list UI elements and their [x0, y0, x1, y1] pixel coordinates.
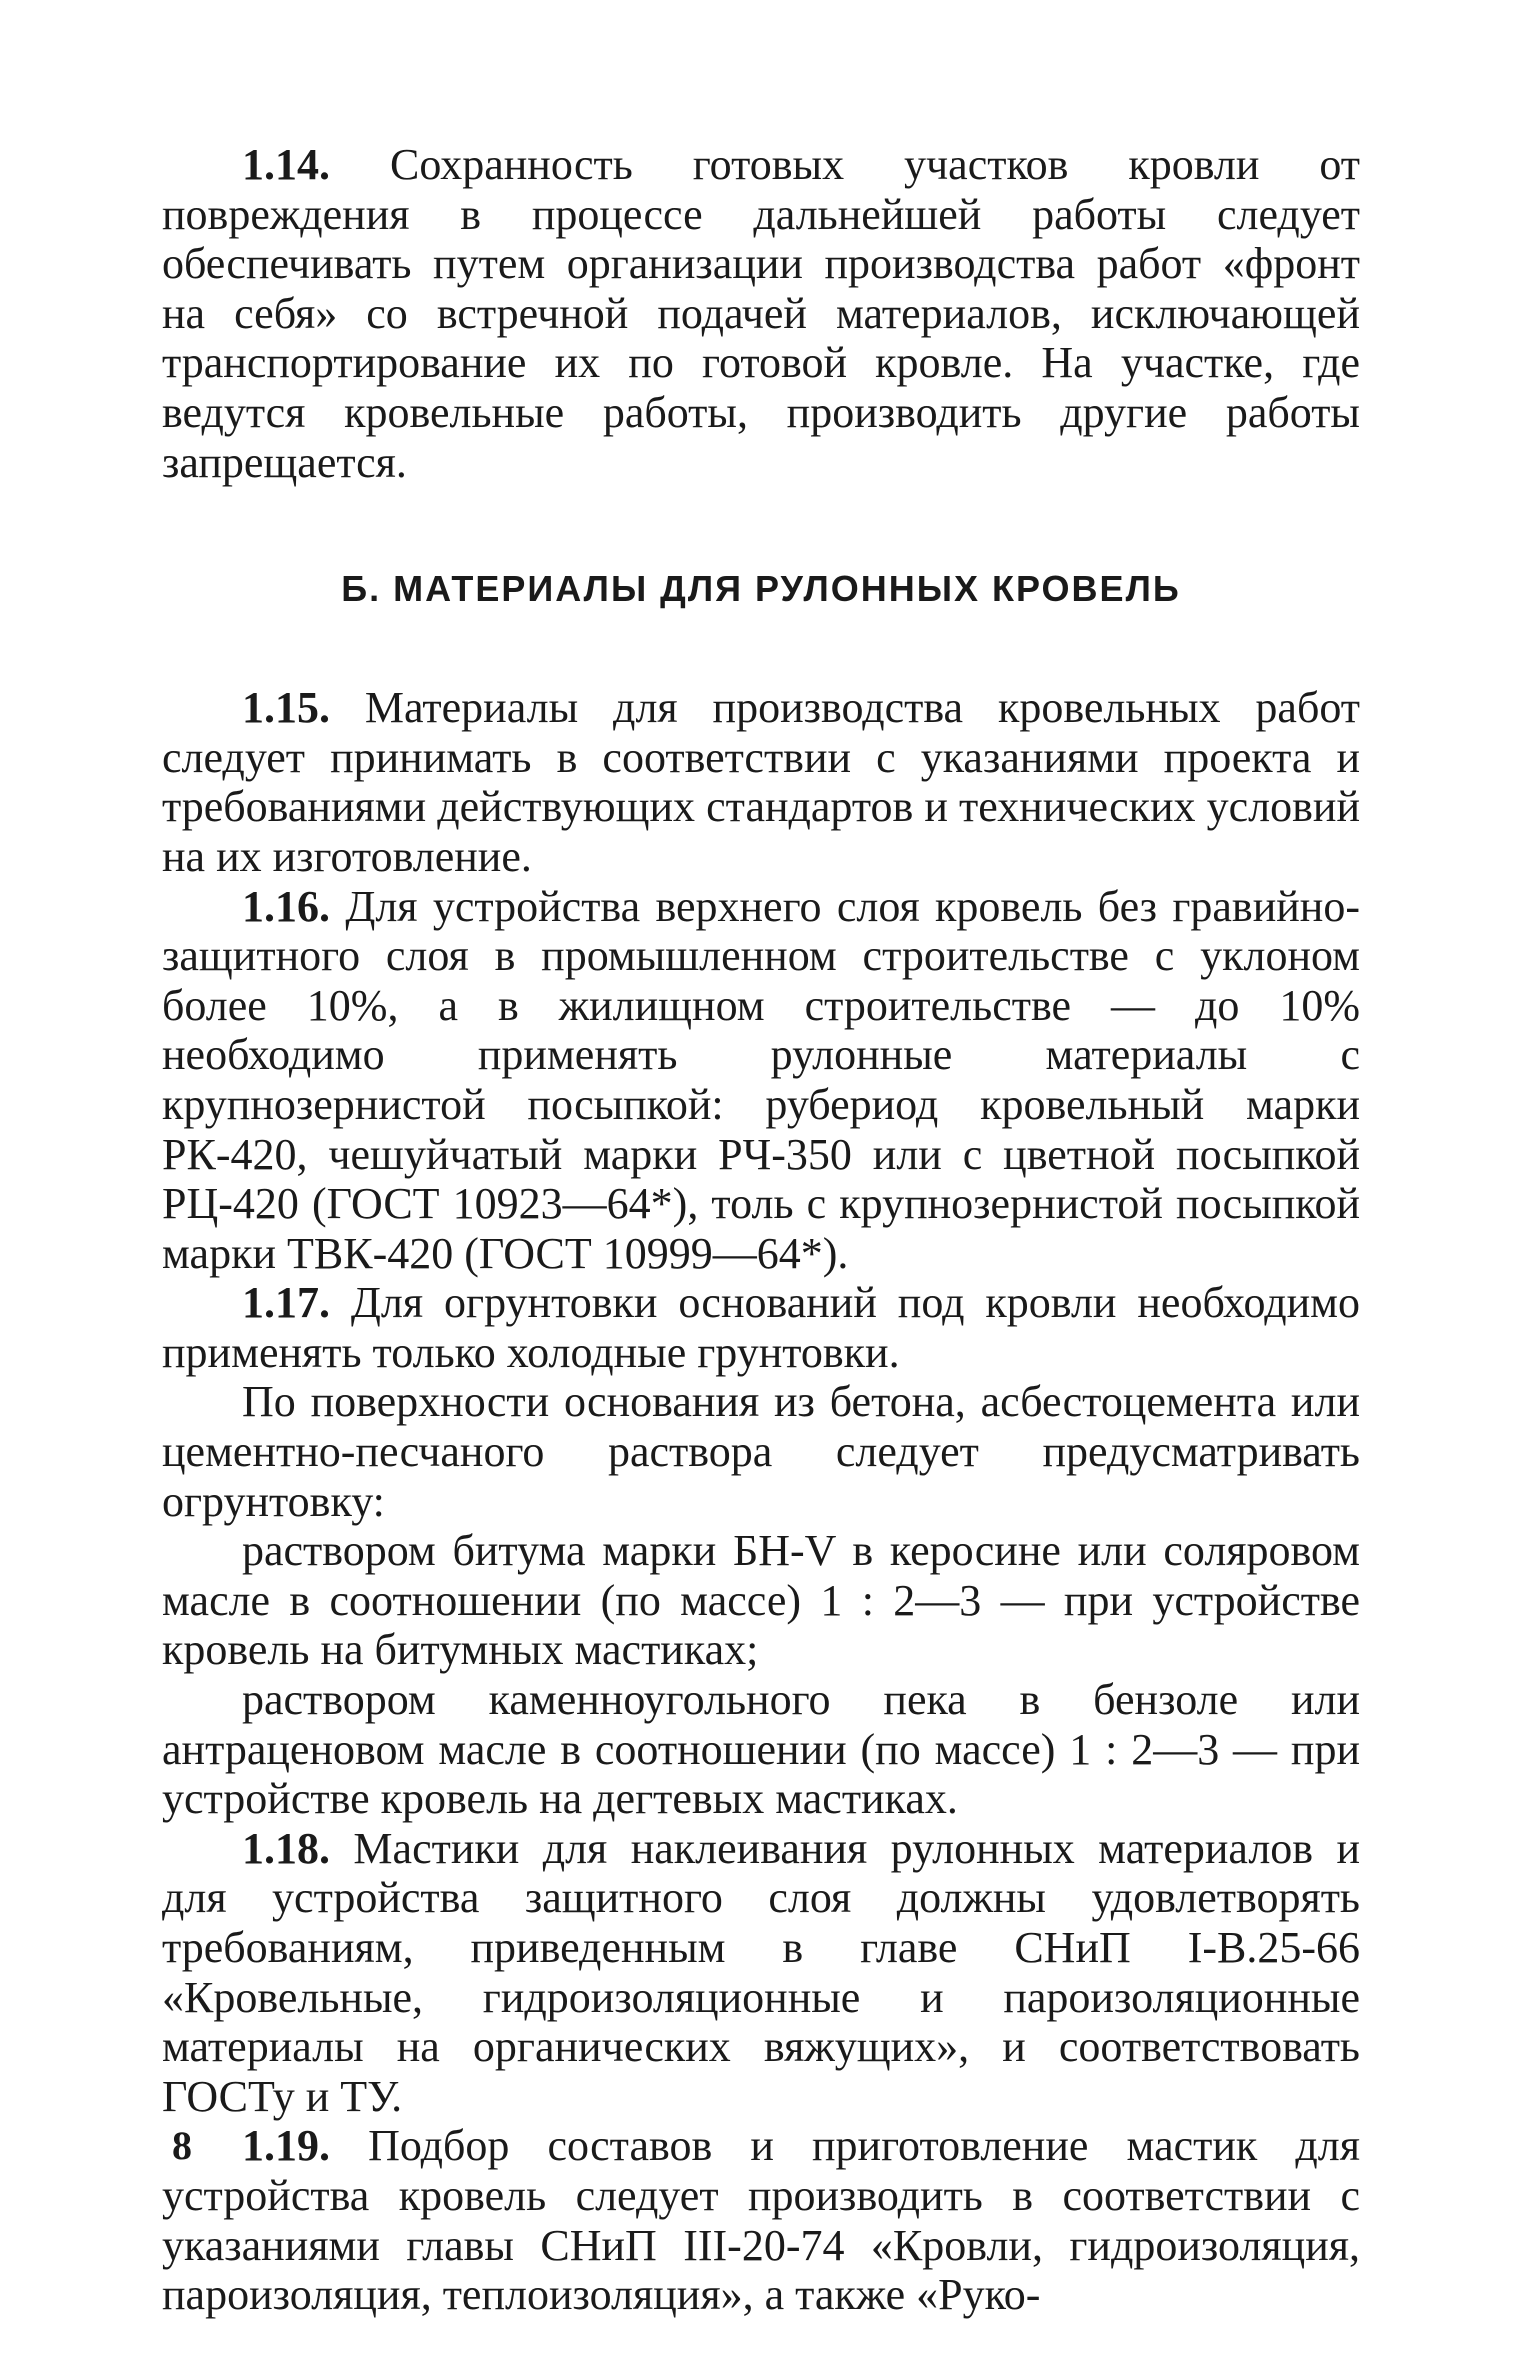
paragraph-text: Сохранность готовых участков кровли от повреждения в процессе дальнейшей работы следует обеспечивать путем организации производства работ «фронт на себя» со встречной подачей материалов, исключающей транспортирование их по готовой кровле. На участке, где ведутся кровельные работы, производить другие работы запрещается.	[162, 140, 1361, 487]
paragraph-1-15	[162, 683, 1360, 881]
document-page	[162, 140, 1360, 2320]
paragraph-text: По поверхности основания из бетона, асбестоцемента или цементно-песчаного раствора следует предусматривать огрунтовку:	[162, 1377, 1360, 1526]
paragraph-text: Материалы для производства кровельных работ следует принимать в соответствии с указаниями проекта и требованиями действующих стандартов и технических условий на их изготовление.	[162, 683, 1361, 881]
paragraph-1-16	[162, 882, 1360, 1279]
paragraph-priming-intro	[162, 1377, 1360, 1526]
paragraph-number: 1.14.	[242, 140, 330, 189]
section-heading: Б. МАТЕРИАЛЫ ДЛЯ РУЛОННЫХ КРОВЕЛЬ	[341, 568, 1181, 610]
paragraph-1-19	[162, 2121, 1360, 2319]
paragraph-priming-bitumen	[162, 1526, 1360, 1675]
paragraph-text: Мастики для наклеивания рулонных материалов и для устройства защитного слоя должны удовлетворять требованиям, приведенным в главе СНиП I-В.25-66 «Кровельные, гидроизоляционные и пароизоляционные материалы на органических вяжущих», и соответствовать ГОСТу и ТУ.	[162, 1823, 1361, 2121]
paragraph-number: 1.18.	[242, 1823, 330, 1873]
paragraph-number: 1.19.	[242, 2121, 330, 2171]
paragraph-number: 1.17.	[242, 1278, 330, 1328]
paragraph-text: раствором битума марки БН-V в керосине или соляровом масле в соотношении (по массе) 1 : 2—3 — при устройстве кровель на битумных мастиках;	[162, 1526, 1360, 1675]
paragraph-1-18	[162, 1824, 1360, 2122]
paragraph-number: 1.15.	[242, 683, 330, 733]
paragraph-number: 1.16.	[242, 881, 330, 931]
paragraph-text: раствором каменноугольного пека в бензоле или антраценовом масле в соотношении (по массе) 1 : 2—3 — при устройстве кровель на дегтевых мастиках.	[162, 1675, 1360, 1824]
page-number: 8	[172, 2123, 192, 2168]
paragraph-text: Подбор составов и приготовление мастик для устройства кровель следует производить в соответствии с указаниями главы СНиП III-20-74 «Кровли, гидроизоляция, пароизоляция, теплоизоляция», а также «Руко-	[162, 2121, 1361, 2320]
paragraph-priming-tar	[162, 1675, 1360, 1824]
paragraph-1-17	[162, 1278, 1360, 1377]
paragraph-text: Для устройства верхнего слоя кровель без гравийно-защитного слоя в промышленном строительстве с уклоном более 10%, а в жилищном строительстве — до 10% необходимо применять рулонные материалы с крупнозернистой посыпкой: рубериод кровельный марки РК-420, чешуйчатый марки РЧ-350 или с цветной посыпкой РЦ-420 (ГОСТ 10923—64*), толь с крупнозернистой посыпкой марки ТВК-420 (ГОСТ 10999—64*).	[162, 881, 1361, 1278]
paragraph-text: Для огрунтовки оснований под кровли необходимо применять только холодные грунтовки.	[162, 1278, 1360, 1377]
paragraph-1-14	[162, 140, 1360, 487]
